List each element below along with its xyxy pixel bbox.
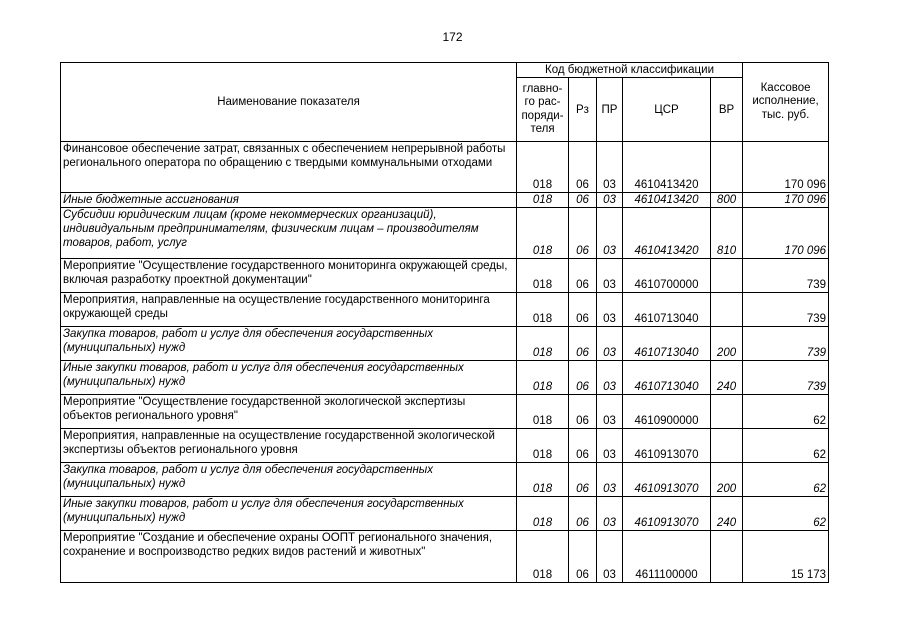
- cell-pr: 03: [597, 142, 623, 193]
- cell-vr: [711, 395, 743, 429]
- table-row: [61, 293, 829, 327]
- cell-pr: 03: [597, 193, 623, 208]
- header-name: Наименование показателя: [61, 63, 517, 142]
- cell-pr: 03: [597, 429, 623, 463]
- header-csr: ЦСР: [623, 78, 711, 142]
- header-manager: главно-го рас-поряди-теля: [517, 78, 569, 142]
- cell-manager: 018: [517, 463, 569, 497]
- cell-manager: 018: [517, 327, 569, 361]
- cell-rz: 06: [569, 497, 597, 531]
- cell-csr: 4610713040: [623, 361, 711, 395]
- cell-rz: 06: [569, 429, 597, 463]
- cell-name: Субсидии юридическим лицам (кроме некоммерческих организаций), индивидуальным предпринимателям, физическим лицам – производителям товаров, работ, услуг: [61, 208, 517, 259]
- cell-pr: 03: [597, 327, 623, 361]
- cell-manager: 018: [517, 531, 569, 583]
- cell-rz: 06: [569, 463, 597, 497]
- cell-vr: [711, 429, 743, 463]
- cell-vr: 240: [711, 497, 743, 531]
- cell-name: Иные бюджетные ассигнования: [61, 193, 517, 208]
- cell-vr: [711, 293, 743, 327]
- table-row: [61, 259, 829, 293]
- cell-pr: 03: [597, 293, 623, 327]
- cell-rz: 06: [569, 361, 597, 395]
- cell-csr: 4610700000: [623, 259, 711, 293]
- cell-vr: [711, 142, 743, 193]
- cell-manager: 018: [517, 293, 569, 327]
- cell-amount: 170 096: [743, 208, 829, 259]
- cell-rz: 06: [569, 327, 597, 361]
- table-row: [61, 193, 829, 208]
- cell-pr: 03: [597, 259, 623, 293]
- cell-manager: 018: [517, 259, 569, 293]
- cell-vr: 810: [711, 208, 743, 259]
- header-cash: Кассовое исполнение, тыс. руб.: [743, 63, 829, 142]
- cell-rz: 06: [569, 208, 597, 259]
- cell-amount: 170 096: [743, 193, 829, 208]
- table-row: [61, 463, 829, 497]
- cell-amount: 739: [743, 293, 829, 327]
- cell-csr: 4610413420: [623, 142, 711, 193]
- cell-csr: 4610900000: [623, 395, 711, 429]
- table-row: [61, 497, 829, 531]
- cell-amount: 739: [743, 259, 829, 293]
- cell-amount: 62: [743, 497, 829, 531]
- cell-rz: 06: [569, 259, 597, 293]
- header-vr: ВР: [711, 78, 743, 142]
- cell-amount: 739: [743, 361, 829, 395]
- cell-name: Мероприятие "Осуществление государственного мониторинга окружающей среды, включая разработку проектной документации": [61, 259, 517, 293]
- cell-pr: 03: [597, 395, 623, 429]
- cell-rz: 06: [569, 193, 597, 208]
- cell-amount: 170 096: [743, 142, 829, 193]
- cell-vr: [711, 259, 743, 293]
- cell-pr: 03: [597, 361, 623, 395]
- cell-amount: 62: [743, 463, 829, 497]
- table-row: [61, 531, 829, 583]
- cell-amount: 62: [743, 395, 829, 429]
- cell-pr: 03: [597, 497, 623, 531]
- cell-csr: 4610913070: [623, 429, 711, 463]
- table-row: [61, 208, 829, 259]
- table-row: [61, 361, 829, 395]
- cell-csr: 4610713040: [623, 293, 711, 327]
- cell-manager: 018: [517, 429, 569, 463]
- header-code-group: Код бюджетной классификации: [517, 63, 743, 78]
- cell-manager: 018: [517, 193, 569, 208]
- cell-manager: 018: [517, 208, 569, 259]
- cell-pr: 03: [597, 208, 623, 259]
- cell-name: Мероприятия, направленные на осуществление государственного мониторинга окружающей среды: [61, 293, 517, 327]
- cell-manager: 018: [517, 361, 569, 395]
- cell-name: Иные закупки товаров, работ и услуг для обеспечения государственных (муниципальных) нужд: [61, 497, 517, 531]
- cell-name: Мероприятие "Осуществление государственной экологической экспертизы объектов регионального уровня": [61, 395, 517, 429]
- table-row: [61, 429, 829, 463]
- cell-pr: 03: [597, 531, 623, 583]
- budget-table: [60, 62, 829, 583]
- cell-manager: 018: [517, 395, 569, 429]
- table-row: [61, 142, 829, 193]
- cell-name: Мероприятие "Создание и обеспечение охраны ООПТ регионального значения, сохранение и воспроизводство редких видов растений и животных": [61, 531, 517, 583]
- table-header: [61, 63, 829, 142]
- cell-csr: 4610913070: [623, 497, 711, 531]
- cell-name: Закупка товаров, работ и услуг для обеспечения государственных (муниципальных) нужд: [61, 463, 517, 497]
- cell-vr: [711, 531, 743, 583]
- cell-rz: 06: [569, 142, 597, 193]
- table-body: [61, 142, 829, 583]
- cell-csr: 4610413420: [623, 193, 711, 208]
- table-row: [61, 327, 829, 361]
- cell-csr: 4610713040: [623, 327, 711, 361]
- cell-manager: 018: [517, 497, 569, 531]
- cell-amount: 739: [743, 327, 829, 361]
- cell-name: Финансовое обеспечение затрат, связанных с обеспечением непрерывной работы регионального оператора по обращению с твердыми коммунальными отходами: [61, 142, 517, 193]
- cell-name: Мероприятия, направленные на осуществление государственной экологической экспертизы объектов регионального уровня: [61, 429, 517, 463]
- cell-csr: 4610913070: [623, 463, 711, 497]
- cell-vr: 240: [711, 361, 743, 395]
- cell-csr: 4610413420: [623, 208, 711, 259]
- cell-amount: 15 173: [743, 531, 829, 583]
- cell-csr: 4611100000: [623, 531, 711, 583]
- cell-vr: 800: [711, 193, 743, 208]
- cell-pr: 03: [597, 463, 623, 497]
- cell-rz: 06: [569, 395, 597, 429]
- cell-vr: 200: [711, 327, 743, 361]
- cell-name: Закупка товаров, работ и услуг для обеспечения государственных (муниципальных) нужд: [61, 327, 517, 361]
- cell-rz: 06: [569, 531, 597, 583]
- header-rz: Рз: [569, 78, 597, 142]
- cell-manager: 018: [517, 142, 569, 193]
- cell-name: Иные закупки товаров, работ и услуг для обеспечения государственных (муниципальных) нужд: [61, 361, 517, 395]
- page-number: 172: [442, 30, 463, 44]
- cell-rz: 06: [569, 293, 597, 327]
- cell-vr: 200: [711, 463, 743, 497]
- header-pr: ПР: [597, 78, 623, 142]
- cell-amount: 62: [743, 429, 829, 463]
- table-row: [61, 395, 829, 429]
